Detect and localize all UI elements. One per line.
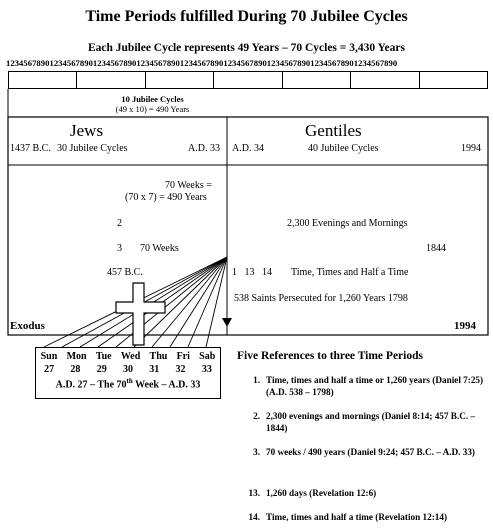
evenings-mornings-label: 2,300 Evenings and Mornings <box>287 218 408 229</box>
week-year: 32 <box>175 364 186 375</box>
jubilee-cycle-cell <box>420 72 487 88</box>
page-subtitle: Each Jubilee Cycle represents 49 Years – 70 Cycles = 3,430 Years <box>87 42 405 54</box>
reference-text: 1,260 days (Revelation 12:6) <box>266 488 377 498</box>
weekday-label: Tue <box>95 351 112 362</box>
weekday-label: Wed <box>120 351 141 362</box>
reference-text: 70 weeks / 490 years (Daniel 9:24; 457 B.C. – A.D. 33) <box>266 447 475 457</box>
reference-item <box>240 511 490 523</box>
weekday-label: Fri <box>176 351 190 362</box>
year-1844: 1844 <box>426 243 446 254</box>
ten-cycles-label: 10 Jubilee Cycles <box>121 94 184 104</box>
week-year: 33 <box>201 364 212 375</box>
reference-text: 2,300 evenings and mornings (Daniel 8:14; 457 B.C. – 1844) <box>266 411 476 434</box>
gentiles-start-year: A.D. 34 <box>232 143 264 154</box>
week-year: 28 <box>70 364 81 375</box>
reference-markers-1-13-14: 1 13 14 <box>232 267 272 278</box>
jubilee-cycle-cell <box>77 72 145 88</box>
year-digit-ruler: 123456789012345678901234567890123456789012345678901234567890123456789012345678901234567890 <box>6 59 398 68</box>
end-year-1994: 1994 <box>454 320 476 332</box>
reference-marker-3: 3 <box>117 243 122 254</box>
jubilee-cycle-cell <box>351 72 419 88</box>
jubilee-cycle-row <box>8 71 488 89</box>
reference-number: 1. <box>253 375 260 385</box>
jews-end-year: A.D. 33 <box>188 143 220 154</box>
weekday-row <box>36 351 220 362</box>
references-title: Five References to three Time Periods <box>237 350 423 362</box>
seventy-weeks-line1: 70 Weeks = <box>165 180 212 191</box>
week-caption-start: A.D. 27 – The 70 <box>55 379 127 391</box>
jubilee-cycle-cell <box>9 72 77 88</box>
reference-number: 14. <box>248 512 260 522</box>
seventy-weeks-line2: (70 x 7) = 490 Years <box>125 192 207 203</box>
gentiles-cycles: 40 Jubilee Cycles <box>308 143 379 154</box>
seventy-weeks-label: 70 Weeks <box>140 243 179 254</box>
week-caption-sup: th <box>126 377 133 385</box>
saints-persecuted-label: 538 Saints Persecuted for 1,260 Years 1798 <box>234 293 408 304</box>
reference-item <box>240 374 490 399</box>
reference-item <box>240 410 490 435</box>
reference-number: 2. <box>253 411 260 421</box>
ten-cycles-formula: (49 x 10) = 490 Years <box>115 104 190 114</box>
week-year: 29 <box>96 364 107 375</box>
weekday-label: Mon <box>66 351 87 362</box>
reference-marker-2: 2 <box>117 218 122 229</box>
jubilee-cycle-cell <box>146 72 214 88</box>
weekday-label: Sun <box>40 351 58 362</box>
reference-item <box>240 446 490 458</box>
jews-start-year: 1437 B.C. <box>10 143 51 154</box>
gentiles-end-year: 1994 <box>461 143 481 154</box>
reference-text: Time, times and half a time or 1,260 years (Daniel 7:25) (A.D. 538 – 1798) <box>266 375 484 398</box>
week-year-row <box>36 364 220 375</box>
page-title: Time Periods fulfilled During 70 Jubilee Cycles <box>85 8 408 25</box>
week-year: 31 <box>149 364 160 375</box>
week-year: 27 <box>44 364 55 375</box>
weekday-label: Thu <box>149 351 168 362</box>
seventieth-week-caption <box>36 377 220 390</box>
jews-cycles: 30 Jubilee Cycles <box>57 143 128 154</box>
time-times-half-label: Time, Times and Half a Time <box>291 267 409 278</box>
reference-text: Time, times and half a time (Revelation 12:14) <box>266 512 448 522</box>
arrow-head <box>222 318 232 327</box>
jubilee-cycle-cell <box>214 72 282 88</box>
reference-item <box>240 487 490 499</box>
year-457-bc: 457 B.C. <box>107 267 143 278</box>
weekday-label: Sab <box>199 351 216 362</box>
week-caption-end: Week – A.D. 33 <box>132 379 201 391</box>
seventieth-week-box <box>35 347 221 399</box>
jews-heading: Jews <box>70 121 104 140</box>
reference-number: 13. <box>248 488 260 498</box>
week-year: 30 <box>122 364 133 375</box>
jubilee-cycle-cell <box>283 72 351 88</box>
reference-number: 3. <box>253 447 260 457</box>
gentiles-heading: Gentiles <box>305 121 362 140</box>
exodus-label: Exodus <box>10 320 45 332</box>
